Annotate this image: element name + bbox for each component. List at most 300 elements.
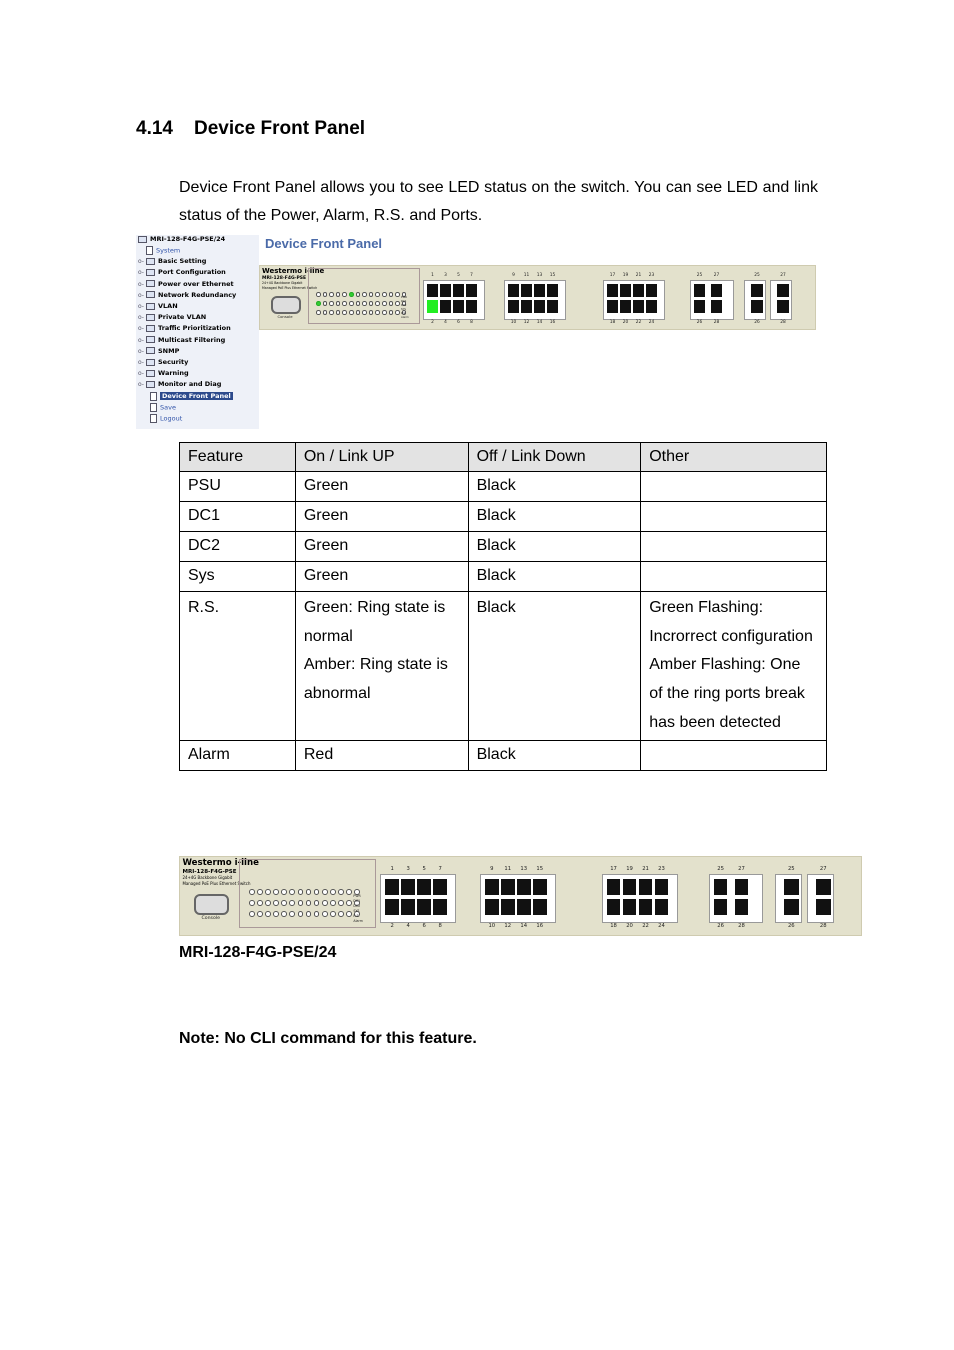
table-row xyxy=(180,532,827,562)
tree-item-system[interactable]: System xyxy=(146,246,180,256)
port-number: 12 xyxy=(523,320,530,325)
port-number: 6 xyxy=(457,320,460,325)
rj45-port xyxy=(547,300,558,313)
folder-icon xyxy=(146,269,155,276)
port-led xyxy=(306,911,312,917)
port-led xyxy=(289,889,295,895)
port-led xyxy=(265,911,271,917)
port-led xyxy=(281,889,287,895)
tree-item-private-vlan[interactable]: o- Private VLAN xyxy=(138,313,207,322)
port-led xyxy=(306,889,312,895)
tree-item-port-configuration[interactable]: o- Port Configuration xyxy=(138,268,226,277)
folder-icon xyxy=(138,236,147,243)
port-number: 25 xyxy=(696,273,703,278)
port-led xyxy=(330,911,336,917)
console-label: Console xyxy=(201,916,220,922)
model-desc: 24+4G Backbone Gigabit xyxy=(182,875,233,881)
rj45-port xyxy=(534,300,545,313)
port-number: 23 xyxy=(658,865,665,872)
table-row xyxy=(180,502,827,532)
rj45-port xyxy=(784,899,799,915)
port-number: 16 xyxy=(549,320,556,325)
port-led xyxy=(336,292,341,297)
rj45-port xyxy=(711,284,722,297)
port-led xyxy=(349,292,354,297)
led-label: DC1 xyxy=(401,300,407,303)
rj45-port xyxy=(508,284,519,297)
port-led xyxy=(281,911,287,917)
port-led xyxy=(322,911,328,917)
expand-icon[interactable]: o- xyxy=(138,269,144,277)
rj45-port xyxy=(547,284,558,297)
rj45-port xyxy=(714,899,728,915)
rj45-port xyxy=(646,300,657,313)
rj45-port xyxy=(517,879,531,895)
rj45-port xyxy=(453,300,464,313)
port-number: 7 xyxy=(470,273,473,278)
port-led xyxy=(338,900,344,906)
port-led xyxy=(382,301,387,306)
expand-icon[interactable]: o- xyxy=(138,359,144,366)
page-icon xyxy=(150,392,157,401)
cell-other xyxy=(641,502,827,532)
port-led xyxy=(338,889,344,895)
rj45-port xyxy=(385,899,399,915)
port-number: 4 xyxy=(444,320,447,325)
rj45-port xyxy=(777,284,789,297)
port-number: 20 xyxy=(622,320,629,325)
port-led xyxy=(298,911,304,917)
port-number: 4 xyxy=(406,923,410,930)
port-led xyxy=(356,292,361,297)
rj45-port xyxy=(501,879,515,895)
header-other: Other xyxy=(641,443,827,472)
tree-item-logout[interactable]: Logout xyxy=(150,414,182,424)
port-number: 1 xyxy=(431,273,434,278)
port-led xyxy=(257,900,263,906)
brand-logo: Westermo i-line xyxy=(262,267,325,275)
led-status-table xyxy=(179,442,827,771)
port-led xyxy=(289,900,295,906)
port-number: 21 xyxy=(642,865,649,872)
rj45-port xyxy=(620,300,631,313)
header-off: Off / Link Down xyxy=(468,443,641,472)
rj45-port xyxy=(533,899,547,915)
cell-on-line-1: Green: Ring state is normal xyxy=(303,599,446,645)
cell-other-line-1: Green Flashing: Incrorrect configuration xyxy=(649,599,813,645)
intro-paragraph: Device Front Panel allows you to see LED status on the switch. You can see LED and link status of the Power, Alarm, R.S. and Ports. xyxy=(179,179,818,224)
section-number: 4.14 xyxy=(136,118,173,139)
cell-off: Black xyxy=(468,532,641,562)
cell-off: Black xyxy=(468,592,641,741)
rj45-port xyxy=(533,879,547,895)
port-led xyxy=(273,889,279,895)
tree-item-vlan[interactable]: o- VLAN xyxy=(138,302,178,310)
tree-item-save[interactable]: Save xyxy=(150,403,176,413)
rj45-port xyxy=(521,284,532,297)
port-led xyxy=(362,301,367,306)
rj45-port xyxy=(639,899,653,915)
port-led xyxy=(329,292,334,297)
led-label: SYS xyxy=(353,908,360,913)
port-led xyxy=(375,301,380,306)
rj45-port xyxy=(646,284,657,297)
port-number: 27 xyxy=(713,273,720,278)
folder-icon xyxy=(146,336,155,343)
port-led xyxy=(375,292,380,297)
folder-icon xyxy=(146,314,155,321)
cell-on: Green xyxy=(295,532,468,562)
cell-feature: Sys xyxy=(180,562,296,592)
port-led xyxy=(329,301,334,306)
folder-icon xyxy=(146,359,155,366)
port-number: 23 xyxy=(648,273,655,278)
port-led xyxy=(316,292,321,297)
rj45-port xyxy=(485,879,499,895)
page-icon xyxy=(146,246,153,255)
rj45-port xyxy=(401,879,415,895)
rj45-port xyxy=(607,899,621,915)
rj45-port xyxy=(417,899,431,915)
tree-item-warning[interactable]: o- Warning xyxy=(138,369,189,378)
page-icon xyxy=(150,403,157,412)
navigation-tree xyxy=(136,235,259,429)
port-led xyxy=(249,911,255,917)
rj45-port xyxy=(607,300,618,313)
cell-on-line-2: Amber: Ring state is abnormal xyxy=(303,656,448,703)
port-led xyxy=(389,301,394,306)
port-led xyxy=(281,900,287,906)
model-desc: Managed PoE Plus Ethernet Switch xyxy=(182,880,251,886)
rj45-port xyxy=(501,899,515,915)
tree-item-monitor-and-diag[interactable]: o- Monitor and Diag xyxy=(138,380,222,389)
folder-icon xyxy=(146,280,155,287)
port-number: 26 xyxy=(696,320,703,325)
port-led xyxy=(336,301,341,306)
folder-icon xyxy=(146,370,155,377)
table-row xyxy=(180,740,827,770)
port-number: 16 xyxy=(536,923,544,930)
cell-off: Black xyxy=(468,562,641,592)
port-number: 13 xyxy=(536,273,543,278)
expand-icon[interactable]: o- xyxy=(138,381,144,389)
cell-other xyxy=(641,740,827,770)
port-number: 13 xyxy=(520,865,528,872)
tree-root: MRI-128-F4G-PSE/24 xyxy=(138,235,225,244)
port-led xyxy=(323,310,328,315)
port-led xyxy=(338,911,344,917)
tree-item-traffic-prioritization[interactable]: o- Traffic Prioritization xyxy=(138,324,231,333)
expand-icon[interactable]: o- xyxy=(138,370,144,378)
rj45-port xyxy=(466,300,477,313)
rj45-port xyxy=(401,899,415,915)
port-number: 7 xyxy=(438,865,442,872)
folder-icon xyxy=(146,303,155,310)
rj45-port xyxy=(385,879,399,895)
led-label: PWR xyxy=(401,296,407,299)
port-number: 10 xyxy=(510,320,517,325)
cell-off: Black xyxy=(468,502,641,532)
table-header-row xyxy=(180,443,827,472)
cell-off: Black xyxy=(468,472,641,502)
led-label: DC2 xyxy=(401,304,407,307)
rj45-port xyxy=(751,300,763,313)
front-panel-photo xyxy=(179,856,862,936)
cell-on: Green xyxy=(295,562,468,592)
port-led xyxy=(346,900,352,906)
port-led xyxy=(330,900,336,906)
folder-icon xyxy=(146,258,155,265)
folder-icon xyxy=(146,325,155,332)
expand-icon[interactable]: o- xyxy=(138,347,144,355)
rj45-port xyxy=(607,879,621,895)
expand-icon[interactable]: o- xyxy=(138,291,144,299)
table-row xyxy=(180,472,827,502)
port-led xyxy=(257,889,263,895)
port-number: 24 xyxy=(648,320,655,325)
cell-on: Green xyxy=(295,472,468,502)
rj45-port xyxy=(440,284,451,297)
led-label: DC2 xyxy=(353,903,361,908)
port-led xyxy=(249,889,255,895)
header-feature: Feature xyxy=(180,443,296,472)
tree-item-power-over-ethernet[interactable]: o- Power over Ethernet xyxy=(138,279,234,288)
port-number: 14 xyxy=(520,923,528,930)
port-number: 19 xyxy=(626,865,633,872)
cell-on: Red xyxy=(295,740,468,770)
port-led xyxy=(349,301,354,306)
model-name: MRI-128-F4G-PSE xyxy=(262,276,307,281)
rj45-port xyxy=(751,284,763,297)
expand-icon[interactable]: o- xyxy=(138,336,144,344)
rj45-port xyxy=(466,284,477,297)
cell-other-line-2: Amber Flashing: One of the ring ports break has been detected xyxy=(649,656,805,731)
port-number: 25 xyxy=(787,865,795,872)
folder-icon xyxy=(146,291,155,298)
port-number: 19 xyxy=(622,273,629,278)
tree-item-basic-setting[interactable]: o- Basic Setting xyxy=(138,257,207,266)
console-port xyxy=(194,894,230,915)
port-led xyxy=(362,292,367,297)
rj45-port xyxy=(620,284,631,297)
rj45-port xyxy=(427,284,438,297)
port-led xyxy=(356,310,361,315)
rj45-port xyxy=(427,300,438,313)
rj45-port xyxy=(534,284,545,297)
tree-item-multicast-filtering[interactable]: o- Multicast Filtering xyxy=(138,335,226,344)
rj45-port xyxy=(508,300,519,313)
rj45-port xyxy=(639,879,653,895)
tree-item-device-front-panel[interactable]: Device Front Panel xyxy=(150,392,233,402)
rj45-port xyxy=(485,899,499,915)
led-label: R.S. xyxy=(401,312,407,315)
port-led xyxy=(329,310,334,315)
port-number: 26 xyxy=(717,923,724,930)
port-number: 10 xyxy=(488,923,496,930)
port-led xyxy=(273,900,279,906)
port-number: 27 xyxy=(738,865,745,872)
port-number: 3 xyxy=(444,273,447,278)
port-led xyxy=(369,292,374,297)
port-led xyxy=(323,292,328,297)
port-number: 24 xyxy=(658,923,665,930)
cell-other xyxy=(641,592,827,741)
port-number: 26 xyxy=(787,923,795,930)
page-icon xyxy=(150,414,157,423)
rj45-port xyxy=(623,899,637,915)
led-label: PWR xyxy=(353,893,361,898)
port-led xyxy=(265,889,271,895)
rj45-port xyxy=(714,879,728,895)
port-number: 28 xyxy=(713,320,720,325)
tree-item-security[interactable]: o- Security xyxy=(138,358,189,366)
port-number: 28 xyxy=(738,923,745,930)
rj45-port xyxy=(816,899,831,915)
port-led xyxy=(342,292,347,297)
port-number: 11 xyxy=(523,273,530,278)
rj45-port xyxy=(655,879,669,895)
port-led xyxy=(356,301,361,306)
section-heading xyxy=(136,118,365,140)
port-number: 17 xyxy=(609,273,616,278)
port-number: 18 xyxy=(609,320,616,325)
rj45-port xyxy=(607,284,618,297)
cell-other xyxy=(641,562,827,592)
port-led xyxy=(375,310,380,315)
expand-icon[interactable]: o- xyxy=(138,303,144,310)
port-led xyxy=(257,911,263,917)
console-label: Console xyxy=(277,314,293,319)
port-number: 9 xyxy=(512,273,515,278)
port-number: 12 xyxy=(504,923,512,930)
cell-feature: R.S. xyxy=(180,592,296,741)
port-number: 15 xyxy=(536,865,544,872)
port-number: 18 xyxy=(610,923,617,930)
front-panel-ui xyxy=(259,265,816,330)
cell-on xyxy=(295,592,468,741)
rj45-port xyxy=(633,300,644,313)
port-led xyxy=(323,301,328,306)
expand-icon[interactable]: o- xyxy=(138,314,144,322)
port-led xyxy=(306,900,312,906)
console-port xyxy=(271,296,301,314)
port-number: 17 xyxy=(610,865,617,872)
port-number: 11 xyxy=(504,865,512,872)
cell-feature: DC1 xyxy=(180,502,296,532)
port-number: 9 xyxy=(490,865,494,872)
port-led xyxy=(342,310,347,315)
cell-off: Black xyxy=(468,740,641,770)
note: Note: No CLI command for this feature. xyxy=(179,1030,477,1047)
cell-other xyxy=(641,532,827,562)
rj45-port xyxy=(711,300,722,313)
panel-title: Device Front Panel xyxy=(265,236,383,251)
port-number: 3 xyxy=(406,865,410,872)
port-number: 25 xyxy=(717,865,724,872)
brand-logo: Westermo i-line xyxy=(182,858,259,869)
cell-on: Green xyxy=(295,502,468,532)
port-led xyxy=(369,310,374,315)
port-led xyxy=(346,911,352,917)
expand-icon[interactable]: o- xyxy=(138,325,144,333)
port-number: 27 xyxy=(819,865,827,872)
port-led xyxy=(382,310,387,315)
port-led xyxy=(342,301,347,306)
port-led xyxy=(289,911,295,917)
port-led xyxy=(316,310,321,315)
table-row xyxy=(180,562,827,592)
port-number: 20 xyxy=(626,923,633,930)
port-number: 6 xyxy=(422,923,426,930)
tree-item-snmp[interactable]: o- SNMP xyxy=(138,346,180,355)
port-led xyxy=(336,310,341,315)
port-number: 5 xyxy=(422,865,426,872)
port-number: 2 xyxy=(390,923,394,930)
rj45-port xyxy=(633,284,644,297)
port-led xyxy=(322,889,328,895)
cell-feature: DC2 xyxy=(180,532,296,562)
led-label: Alarm xyxy=(401,316,409,319)
port-led xyxy=(382,292,387,297)
port-number: 8 xyxy=(438,923,442,930)
rj45-port xyxy=(433,899,447,915)
figure-caption: MRI-128-F4G-PSE/24 xyxy=(179,944,337,961)
cell-feature: Alarm xyxy=(180,740,296,770)
led-label: Alarm xyxy=(353,918,363,923)
port-led xyxy=(349,310,354,315)
port-led xyxy=(389,292,394,297)
rj45-port xyxy=(433,879,447,895)
folder-icon xyxy=(146,347,155,354)
port-led xyxy=(346,889,352,895)
expand-icon[interactable]: o- xyxy=(138,280,144,288)
port-number: 1 xyxy=(390,865,394,872)
rj45-port xyxy=(735,879,749,895)
port-number: 28 xyxy=(780,320,786,325)
header-on: On / Link UP xyxy=(295,443,468,472)
port-number: 28 xyxy=(819,923,827,930)
cell-other xyxy=(641,472,827,502)
port-led xyxy=(395,292,400,297)
port-number: 2 xyxy=(431,320,434,325)
rj45-port xyxy=(517,899,531,915)
model-desc: 24+4G Backbone Gigabit xyxy=(262,281,303,285)
port-number: 22 xyxy=(642,923,649,930)
rj45-port xyxy=(417,879,431,895)
led-label: SYS xyxy=(401,308,406,311)
rj45-port xyxy=(777,300,789,313)
folder-icon xyxy=(146,381,155,388)
tree-item-network-redundancy[interactable]: o- Network Redundancy xyxy=(138,290,237,299)
model-desc: Managed PoE Plus Ethernet Switch xyxy=(262,285,318,290)
port-led xyxy=(316,301,321,306)
port-led xyxy=(395,310,400,315)
port-number: 8 xyxy=(470,320,473,325)
port-led xyxy=(273,911,279,917)
rj45-port xyxy=(694,300,705,313)
port-number: 22 xyxy=(635,320,642,325)
port-number: 26 xyxy=(754,320,760,325)
rj45-port xyxy=(694,284,705,297)
led-label: R.S. xyxy=(353,913,360,918)
port-led xyxy=(389,310,394,315)
rj45-port xyxy=(440,300,451,313)
expand-icon[interactable]: o- xyxy=(138,258,144,266)
rj45-port xyxy=(521,300,532,313)
port-number: 5 xyxy=(457,273,460,278)
rj45-port xyxy=(784,879,799,895)
rj45-port xyxy=(816,879,831,895)
